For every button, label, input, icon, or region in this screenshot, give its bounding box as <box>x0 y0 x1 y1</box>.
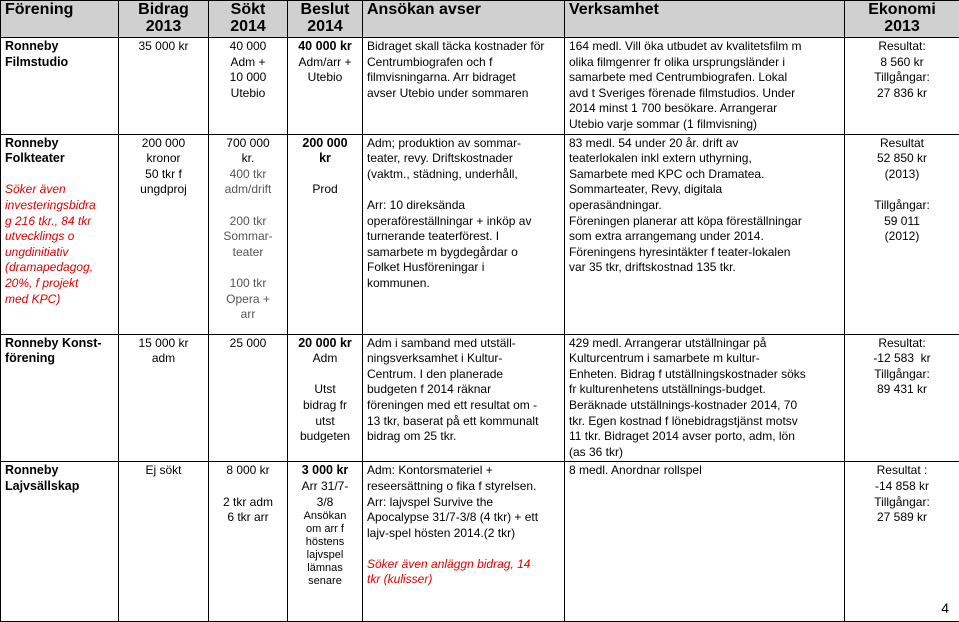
header-sokt: Sökt 2014 <box>209 1 288 38</box>
forening-line: investeringsbidra <box>5 198 114 214</box>
header-bidrag: Bidrag 2013 <box>119 1 209 38</box>
verksamhet-line: teaterlokalen inkl extern uthyrning, <box>569 151 840 167</box>
beslut-line: kr <box>292 151 358 167</box>
ansokan-line: Arr: 10 direksända <box>367 198 560 214</box>
table-row <box>1 334 959 462</box>
beslut-line <box>292 367 358 383</box>
table-row <box>1 462 959 622</box>
ansokan-line: reseersättning o fika f styrelsen. <box>367 479 560 495</box>
bidrag-line: kronor <box>123 151 204 167</box>
beslut-cell <box>288 462 363 622</box>
verksamhet-line: operasändningar. <box>569 198 840 214</box>
beslut-line: bidrag fr <box>292 398 358 414</box>
sokt-line <box>213 260 283 276</box>
verksamhet-line: 83 medl. 54 under 20 år. drift av <box>569 136 840 152</box>
sokt-line: 100 tkr <box>213 276 283 292</box>
verksamhet-cell <box>565 38 845 135</box>
ansokan-line: Adm; produktion av sommar- <box>367 136 560 152</box>
sokt-line: teater <box>213 245 283 261</box>
verksamhet-line: 8 medl. Anordnar rollspel <box>569 463 840 479</box>
ansokan-line: operaföreställningar + inköp av <box>367 214 560 230</box>
ansokan-line: Bidraget skall täcka kostnader för <box>367 39 560 55</box>
ansokan-cell <box>363 334 565 462</box>
ekonomi-line: -12 583 kr <box>849 351 955 367</box>
bidrag-line: Ej sökt <box>123 463 204 479</box>
sokt-line: Opera + <box>213 292 283 308</box>
beslut-line: Ansökan <box>292 510 358 523</box>
beslut-line: Adm/arr + <box>292 55 358 71</box>
verksamhet-line: Utebio varje sommar (1 filmvisning) <box>569 117 840 133</box>
header-forening: Förening <box>1 1 119 38</box>
ansokan-line: Centrum. I den planerade <box>367 367 560 383</box>
ansokan-line: Adm i samband med utställ- <box>367 336 560 352</box>
sokt-cell <box>209 334 288 462</box>
beslut-line: Utst <box>292 382 358 398</box>
ekonomi-line <box>849 182 955 198</box>
forening-cell <box>1 38 119 135</box>
header-ekonomi: Ekonomi 2013 <box>845 1 959 38</box>
ekonomi-cell <box>845 38 959 135</box>
ekonomi-line: 27 836 kr <box>849 86 955 102</box>
sokt-cell <box>209 134 288 334</box>
forening-line: Söker även <box>5 182 114 198</box>
beslut-cell <box>288 334 363 462</box>
beslut-line: senare <box>292 575 358 588</box>
ansokan-line: Apocalypse 31/7-3/8 (4 tkr) + ett <box>367 510 560 526</box>
bidrag-cell <box>119 462 209 622</box>
ekonomi-line: 89 431 kr <box>849 382 955 398</box>
beslut-cell <box>288 38 363 135</box>
ansokan-line: Centrumbiografen och f <box>367 55 560 71</box>
verksamhet-line: Föreningen planerar att köpa föreställningar <box>569 214 840 230</box>
verksamhet-line: 429 medl. Arrangerar utställningar på <box>569 336 840 352</box>
forening-line: med KPC) <box>5 292 114 308</box>
verksamhet-line: (as 36 tkr) <box>569 445 840 461</box>
beslut-line: budgeten <box>292 429 358 445</box>
bidrag-line: adm <box>123 351 204 367</box>
beslut-line: lajvspel <box>292 549 358 562</box>
forening-line: Folkteater <box>5 151 114 167</box>
ekonomi-line: Resultat: <box>849 39 955 55</box>
ansokan-line: samarbete m bygdegårdar o <box>367 245 560 261</box>
beslut-line: 40 000 kr <box>292 39 358 55</box>
verksamhet-line: Samarbete med KPC och Dramatea. <box>569 167 840 183</box>
bidrag-cell <box>119 38 209 135</box>
forening-line: ungdinitiativ <box>5 245 114 261</box>
verksamhet-line: var 35 tkr, driftskostnad 135 tkr. <box>569 260 840 276</box>
ansokan-line: Arr: lajvspel Survive the <box>367 495 560 511</box>
ansokan-cell <box>363 38 565 135</box>
sokt-cell <box>209 462 288 622</box>
verksamhet-line: 2014 minst 1 700 besökare. Arrangerar <box>569 101 840 117</box>
verksamhet-line: avd t Sveriges förenade filmstudios. Under <box>569 86 840 102</box>
sokt-line: kr. <box>213 151 283 167</box>
forening-line: Ronneby Konst- <box>5 336 114 352</box>
ekonomi-cell <box>845 334 959 462</box>
verksamhet-cell <box>565 462 845 622</box>
ekonomi-line: Tillgångar: <box>849 367 955 383</box>
spacer <box>5 167 114 183</box>
ansokan-line: föreningen med ett resultat om - <box>367 398 560 414</box>
ansokan-line: Adm: Kontorsmateriel + <box>367 463 560 479</box>
forening-line: (dramapedagog, <box>5 260 114 276</box>
forening-line: Ronneby <box>5 136 114 152</box>
ekonomi-line: 52 850 kr <box>849 151 955 167</box>
sokt-line: 200 tkr <box>213 214 283 230</box>
forening-line: 20%, f projekt <box>5 276 114 292</box>
beslut-line: utst <box>292 414 358 430</box>
bidrag-cell <box>119 334 209 462</box>
beslut-line: höstens <box>292 536 358 549</box>
forening-line: Lajvsällskap <box>5 479 114 495</box>
spacer <box>367 541 560 557</box>
sokt-line: 400 tkr <box>213 167 283 183</box>
beslut-cell <box>288 134 363 334</box>
forening-line: förening <box>5 351 114 367</box>
sokt-line: 6 tkr arr <box>213 510 283 526</box>
sokt-line: 700 000 <box>213 136 283 152</box>
table-row <box>1 134 959 334</box>
forening-line: Ronneby <box>5 39 114 55</box>
sokt-line: 8 000 kr <box>213 463 283 479</box>
sokt-line: Utebio <box>213 86 283 102</box>
ekonomi-line: Tillgångar: <box>849 495 955 511</box>
header-ansokan: Ansökan avser <box>363 1 565 38</box>
forening-line: g 216 tkr., 84 tkr <box>5 214 114 230</box>
header-verksamhet: Verksamhet <box>565 1 845 38</box>
ansokan-line: Folket Husföreningar i <box>367 260 560 276</box>
bidrag-line: 200 000 <box>123 136 204 152</box>
verksamhet-line: olika filmgenrer fr olika ursprungsländer i <box>569 55 840 71</box>
beslut-line: 20 000 kr <box>292 336 358 352</box>
sokt-line: Sommar- <box>213 229 283 245</box>
bidrag-line: 15 000 kr <box>123 336 204 352</box>
ansokan-line: tkr (kulisser) <box>367 572 560 588</box>
beslut-line: 3/8 <box>292 495 358 511</box>
ansokan-line: avser Utebio under sommaren <box>367 86 560 102</box>
ekonomi-line: -14 858 kr <box>849 479 955 495</box>
ansokan-line: lajv-spel hösten 2014.(2 tkr) <box>367 526 560 542</box>
ansokan-line: bidrag om 25 tkr. <box>367 429 560 445</box>
sokt-line: 2 tkr adm <box>213 495 283 511</box>
table-row <box>1 38 959 135</box>
ansokan-line: turnerande teaterförest. I <box>367 229 560 245</box>
forening-cell <box>1 334 119 462</box>
bidrag-cell <box>119 134 209 334</box>
ansokan-line: kommunen. <box>367 276 560 292</box>
ekonomi-line: 59 011 <box>849 214 955 230</box>
ekonomi-line: Resultat: <box>849 336 955 352</box>
forening-cell <box>1 462 119 622</box>
forening-cell <box>1 134 119 334</box>
ansokan-line: filmvisningarna. Arr bidraget <box>367 70 560 86</box>
sokt-cell <box>209 38 288 135</box>
ekonomi-line: (2013) <box>849 167 955 183</box>
verksamhet-line: 11 tkr. Bidraget 2014 avser porto, adm, lön <box>569 429 840 445</box>
verksamhet-line: Föreningens hyresintäkter f teater-lokalen <box>569 245 840 261</box>
sokt-line: Adm + <box>213 55 283 71</box>
ekonomi-line: (2012) <box>849 229 955 245</box>
ansokan-line: (vaktm., städning, underhåll, <box>367 167 560 183</box>
beslut-line: lämnas <box>292 562 358 575</box>
beslut-line: om arr f <box>292 523 358 536</box>
ansokan-line: budgeten f 2014 räknar <box>367 382 560 398</box>
bidrag-line: ungdproj <box>123 182 204 198</box>
header-beslut: Beslut 2014 <box>288 1 363 38</box>
ekonomi-cell <box>845 134 959 334</box>
beslut-line <box>292 167 358 183</box>
verksamhet-line: Enheten. Bidrag f utställningskostnader söks <box>569 367 840 383</box>
sokt-line: adm/drift <box>213 182 283 198</box>
ansokan-cell <box>363 134 565 334</box>
sokt-line: 10 000 <box>213 70 283 86</box>
ansokan-line: Söker även anläggn bidrag, 14 <box>367 557 560 573</box>
ansokan-line: ningsverksamhet i Kultur- <box>367 351 560 367</box>
beslut-line: Prod <box>292 182 358 198</box>
bidrag-line: 50 tkr f <box>123 167 204 183</box>
ansokan-line <box>367 182 560 198</box>
verksamhet-cell <box>565 334 845 462</box>
verksamhet-line: som extra arrangemang under 2014. <box>569 229 840 245</box>
sokt-line: 40 000 <box>213 39 283 55</box>
bidrag-line: 35 000 kr <box>123 39 204 55</box>
header-row <box>1 1 959 38</box>
forening-line: Ronneby <box>5 463 114 479</box>
forening-line: Filmstudio <box>5 55 114 71</box>
ekonomi-line: Tillgångar: <box>849 70 955 86</box>
beslut-line: Adm <box>292 351 358 367</box>
page-number: 4 <box>941 600 949 616</box>
verksamhet-line: tkr. Egen kostnad f lönebidragstjänst motsv <box>569 414 840 430</box>
ekonomi-line: 8 560 kr <box>849 55 955 71</box>
verksamhet-cell <box>565 134 845 334</box>
beslut-line: Arr 31/7- <box>292 479 358 495</box>
verksamhet-line: fr kulturenhetens utställnings-budget. <box>569 382 840 398</box>
ekonomi-cell <box>845 462 959 622</box>
sokt-line <box>213 198 283 214</box>
beslut-line: Utebio <box>292 70 358 86</box>
ekonomi-line: Resultat <box>849 136 955 152</box>
ekonomi-line: Tillgångar: <box>849 198 955 214</box>
ekonomi-line: 27 589 kr <box>849 510 955 526</box>
verksamhet-line: Beräknade utställnings-kostnader 2014, 70 <box>569 398 840 414</box>
sokt-line <box>213 479 283 495</box>
ansokan-line: 13 tkr, baserat på ett kommunalt <box>367 414 560 430</box>
ansokan-line: teater, revy. Driftskostnader <box>367 151 560 167</box>
sokt-line: 25 000 <box>213 336 283 352</box>
verksamhet-line: Sommarteater, Revy, digitala <box>569 182 840 198</box>
verksamhet-line: 164 medl. Vill öka utbudet av kvalitetsfilm m <box>569 39 840 55</box>
verksamhet-line: Kulturcentrum i samarbete m kultur- <box>569 351 840 367</box>
beslut-line: 200 000 <box>292 136 358 152</box>
sokt-line: arr <box>213 307 283 323</box>
ekonomi-line: Resultat : <box>849 463 955 479</box>
beslut-line: 3 000 kr <box>292 463 358 479</box>
ansokan-cell <box>363 462 565 622</box>
verksamhet-line: samarbete med Centrumbiografen. Lokal <box>569 70 840 86</box>
forening-line: utvecklings o <box>5 229 114 245</box>
